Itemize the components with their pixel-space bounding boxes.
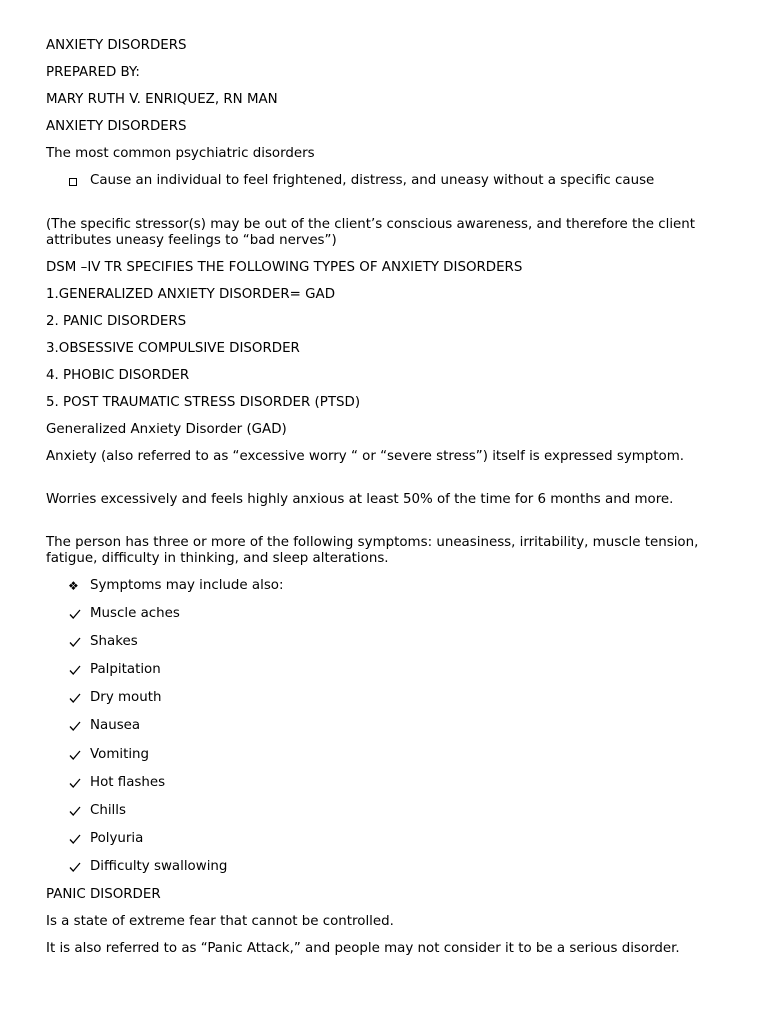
panic-heading: PANIC DISORDER: [46, 887, 161, 902]
symptom-item: Chills: [90, 803, 126, 818]
section-heading: ANXIETY DISORDERS: [46, 119, 187, 134]
checkmark-icon: [68, 776, 82, 790]
checkmark-icon: [68, 663, 82, 677]
symptom-item: Hot flashes: [90, 775, 166, 790]
panic-paragraph-2-rest: “Panic Attack,” and people may not consider it to be a serious disorder.: [196, 941, 680, 956]
symptom-item: Polyuria: [90, 831, 144, 846]
gad-paragraph-1: Anxiety (also referred to as “excessive worry “ or “severe stress”) itself is expressed symptom.: [46, 449, 685, 464]
symptom-item: Palpitation: [90, 662, 161, 677]
checkmark-icon: [68, 804, 82, 818]
checkmark-icon: [68, 832, 82, 846]
type-item-4: 4. PHOBIC DISORDER: [46, 368, 190, 383]
checkmark-icon: [68, 635, 82, 649]
type-item-2: 2. PANIC DISORDERS: [46, 314, 187, 329]
document-title: ANXIETY DISORDERS: [46, 38, 187, 53]
symptom-item: Dry mouth: [90, 690, 162, 705]
panic-paragraph-2-lead: It is also referred to as: [46, 941, 197, 956]
author-name: MARY RUTH V. ENRIQUEZ, RN MAN: [46, 92, 278, 107]
cause-bullet-text: Cause an individual to feel frightened, distress, and uneasy without a specific cause: [90, 173, 655, 188]
type-item-1: 1.GENERALIZED ANXIETY DISORDER= GAD: [46, 287, 336, 302]
type-item-5: 5. POST TRAUMATIC STRESS DISORDER (PTSD): [46, 395, 361, 410]
checkmark-icon: [68, 860, 82, 874]
gad-heading: Generalized Anxiety Disorder (GAD): [46, 422, 287, 437]
paragraph-most-common: The most common psychiatric disorders: [46, 146, 315, 161]
symptom-item: Difficulty swallowing: [90, 859, 228, 874]
checkmark-icon: [68, 719, 82, 733]
symptom-item: Muscle aches: [90, 606, 180, 621]
panic-paragraph-2: [46, 941, 736, 957]
gad-paragraph-3: The person has three or more of the following symptoms: uneasiness, irritability, muscle tension, fatigue, difficulty in thinking, and sleep alterations.: [46, 535, 699, 566]
symptom-item: Vomiting: [90, 747, 150, 762]
panic-paragraph-1: Is a state of extreme fear that cannot be controlled.: [46, 914, 394, 929]
paragraph-stressor-note: (The specific stressor(s) may be out of the client’s conscious awareness, and therefore the client attributes uneasy feelings to “bad nerves”): [46, 217, 696, 248]
gad-paragraph-2: Worries excessively and feels highly anxious at least 50% of the time for 6 months and more.: [46, 492, 674, 507]
dsm-heading: DSM –IV TR SPECIFIES THE FOLLOWING TYPES OF ANXIETY DISORDERS: [46, 260, 523, 275]
square-bullet-icon: [69, 178, 77, 186]
symptoms-intro: Symptoms may include also:: [90, 578, 284, 593]
prepared-by-label: PREPARED BY:: [46, 65, 140, 80]
checkmark-icon: [68, 748, 82, 762]
type-item-3: 3.OBSESSIVE COMPULSIVE DISORDER: [46, 341, 300, 356]
symptom-item: Nausea: [90, 718, 141, 733]
symptom-item: Shakes: [90, 634, 138, 649]
checkmark-icon: [68, 691, 82, 705]
checkmark-icon: [68, 607, 82, 621]
diamond-bullet-icon: ❖: [68, 579, 79, 593]
